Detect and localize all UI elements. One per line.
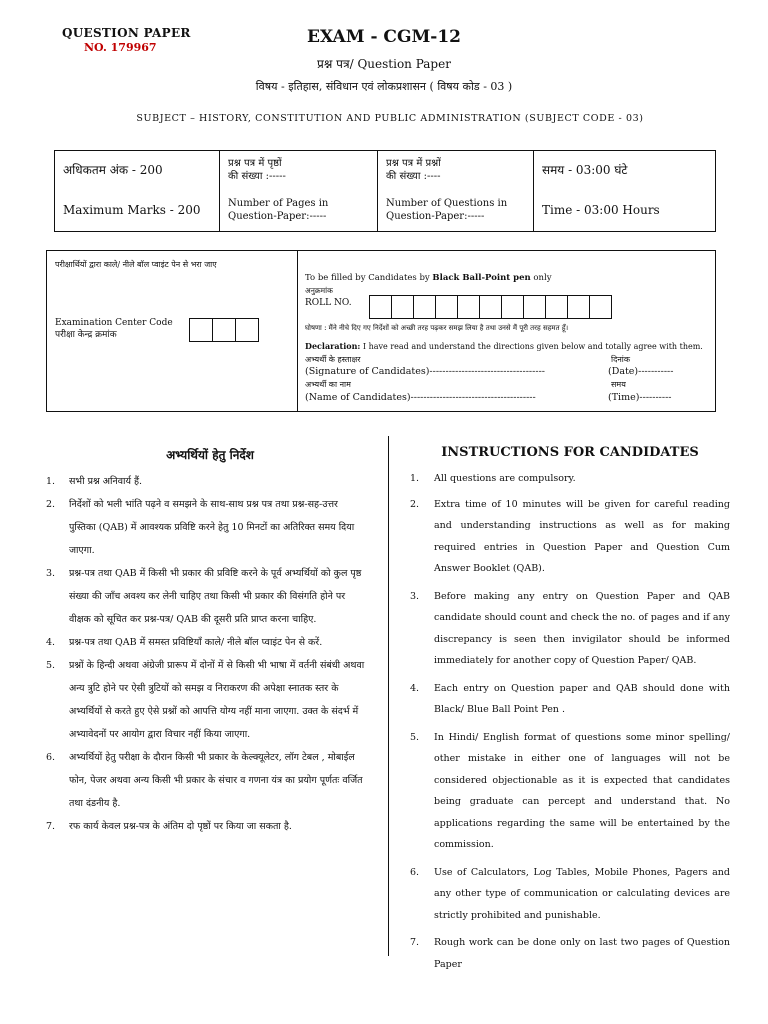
list-item — [46, 654, 366, 746]
instructions-column-divider — [388, 436, 389, 956]
item-text: अभ्यर्थियों हेतु परीक्षा के दौरान किसी भी प्रकार के केल्क्यूलेटर, लॉग टेबल , मोबाईल फोन, पेजर अथवा अन्य किसी भी प्रकार के संचार व गणना यंत्र का प्रयोग पूर्णतः वर्जित तथा दंडनीय है. — [69, 752, 363, 809]
roll-digit-box[interactable] — [458, 296, 480, 318]
center-code-box[interactable] — [190, 319, 213, 341]
exam-center-code-hindi: परीक्षा केन्द्र क्रमांक — [55, 330, 117, 340]
item-number: 2. — [410, 498, 420, 510]
item-number: 7. — [410, 937, 420, 948]
declaration-hindi: घोषणा : मैंने नीचे दिए गए निर्देशों को अच्छी तरह पढ़कर समझ लिया है तथा उनसे मैं पूरी तरह सहमत हूँ। — [305, 324, 569, 332]
declaration-english — [305, 341, 703, 351]
questions-count-hindi-line1: प्रश्न पत्र में प्रश्नों — [386, 158, 441, 169]
roll-digit-box[interactable] — [392, 296, 414, 318]
questions-count-hindi — [386, 157, 441, 183]
time-field[interactable]: (Time)---------- — [608, 392, 672, 403]
list-item — [410, 862, 730, 927]
exam-center-code-label — [55, 317, 173, 341]
item-text: रफ कार्य केवल प्रश्न-पत्र के अंतिम दो पृष्ठों पर किया जा सकता है. — [69, 821, 292, 832]
item-text: सभी प्रश्न अनिवार्य हैं. — [69, 476, 143, 487]
pages-count-english-line1: Number of Pages in — [228, 198, 329, 209]
date-field[interactable]: (Date)----------- — [608, 366, 674, 377]
list-item — [410, 932, 730, 975]
signature-label-hindi: अभ्यर्थी के हस्ताक्षर — [305, 355, 361, 364]
roll-digit-box[interactable] — [414, 296, 436, 318]
instructions-title-hindi: अभ्यर्थियों हेतु निर्देश — [166, 448, 254, 462]
declaration-text: I have read and understand the directions given below and totally agree with them. — [360, 342, 703, 351]
instructions-list-english — [410, 468, 730, 981]
item-number: 3. — [410, 590, 420, 602]
pages-count-english — [228, 197, 328, 223]
item-text: निर्देशों को भली भांति पढ़ने व समझने के साथ-साथ प्रश्न पत्र तथा प्रश्न-सह-उत्तर पुस्तिका (QAB) में आवश्यक प्रविष्टि करने हेतु 10 मिनटों का अतिरिक्त समय दिया जाएगा. — [69, 499, 355, 556]
fill-note-english — [305, 273, 552, 283]
exam-title: EXAM - CGM-12 — [306, 27, 462, 47]
questions-count-english-line1: Number of Questions in — [386, 198, 508, 209]
roll-digit-box[interactable] — [568, 296, 590, 318]
list-item — [46, 815, 366, 838]
roll-digit-box[interactable] — [480, 296, 502, 318]
item-text: Use of Calculators, Log Tables, Mobile Phones, Pagers and any other type of communication or calculating devices are strictly prohibited and punishable. — [434, 866, 730, 921]
item-number: 4. — [410, 682, 420, 694]
time-hindi: समय - 03:00 घंटे — [542, 163, 628, 177]
list-item — [46, 562, 366, 631]
item-text: Before making any entry on Question Paper and QAB candidate should count and check the no. of pages and if any discrepancy is seen then invigilator should be informed immediately for another copy of Question Paper/ QAB. — [434, 590, 730, 666]
item-number: 5. — [410, 731, 420, 743]
paper-subtitle: प्रश्न पत्र/ Question Paper — [317, 57, 451, 71]
list-item — [410, 586, 730, 672]
candidate-details-box — [46, 250, 716, 412]
pages-count-hindi-line2: की संख्या :----- — [228, 171, 286, 182]
fill-note-hindi: परीक्षार्थियों द्वारा काले/ नीले बॉल प्वाइंट पेन से भरा जाए — [55, 260, 217, 269]
list-item — [46, 493, 366, 562]
questions-count-cell — [378, 151, 534, 231]
item-text: In Hindi/ English format of questions some minor spelling/ other mistake in either one of languages will not be considered objectionable as it is expected that candidates being graduate can percept and understand that. No applications regarding the same will be entertained by the commission. — [434, 731, 730, 850]
exam-center-code-english: Examination Center Code — [55, 318, 173, 328]
list-item — [410, 468, 730, 490]
list-item — [46, 746, 366, 815]
roll-number-boxes[interactable] — [369, 295, 612, 319]
pages-count-cell — [220, 151, 378, 231]
item-text: Extra time of 10 minutes will be given for careful reading and understanding instructions as well as for making required entries in Question Paper and Question Cum Answer Booklet (QAB). — [434, 498, 730, 574]
name-label-hindi: अभ्यर्थी का नाम — [305, 380, 351, 389]
list-item — [46, 631, 366, 654]
signature-field[interactable]: (Signature of Candidates)------------------------------------ — [305, 366, 545, 377]
subject-hindi: विषय - इतिहास, संविधान एवं लोकप्रशासन ( विषय कोड - 03 ) — [255, 80, 513, 93]
fill-note-suffix: only — [530, 273, 552, 283]
roll-digit-box[interactable] — [590, 296, 611, 318]
pages-count-english-line2: Question-Paper:----- — [228, 211, 327, 222]
pages-count-hindi-line1: प्रश्न पत्र में पृष्ठों — [228, 158, 282, 169]
roll-digit-box[interactable] — [436, 296, 458, 318]
roll-digit-box[interactable] — [546, 296, 568, 318]
item-text: Rough work can be done only on last two pages of Question Paper — [434, 937, 730, 970]
fill-note-prefix: To be filled by Candidates by — [305, 273, 433, 283]
item-number: 7. — [46, 821, 56, 832]
questions-count-english — [386, 197, 507, 223]
item-number: 6. — [46, 752, 56, 763]
time-english: Time - 03:00 Hours — [542, 203, 660, 217]
item-number: 4. — [46, 637, 56, 648]
item-text: Each entry on Question paper and QAB should done with Black/ Blue Ball Point Pen . — [434, 682, 730, 715]
item-text: प्रश्न-पत्र तथा QAB में किसी भी प्रकार की प्रविष्टि करने के पूर्व अभ्यर्थियों को कुल पृष्ठ संख्या की जाँच अवश्य कर लेनी चाहिए तथा किसी भी प्रकार की विसंगति होने पर वीक्षक को सूचित कर प्रश्न-पत्र/ QAB की दूसरी प्रति प्राप्त करना चाहिए. — [69, 568, 362, 625]
list-item — [410, 678, 730, 721]
name-field[interactable]: (Name of Candidates)--------------------------------------- — [305, 392, 536, 403]
item-number: 1. — [46, 476, 56, 487]
marks-table — [54, 150, 716, 232]
instructions-list-hindi — [46, 470, 366, 838]
time-cell — [534, 151, 715, 231]
question-paper-label: QUESTION PAPER — [62, 26, 191, 40]
declaration-label: Declaration: — [305, 341, 361, 351]
questions-count-hindi-line2: की संख्या :---- — [386, 171, 441, 182]
time-label-hindi: समय — [611, 380, 626, 389]
item-number: 3. — [46, 568, 56, 579]
item-number: 2. — [46, 499, 56, 510]
candidate-box-divider — [297, 251, 298, 411]
item-text: प्रश्नों के हिन्दी अथवा अंग्रेजी प्रारूप में दोनों में से किसी भी भाषा में वर्तनी संबंधी अथवा अन्य त्रुटि होने पर ऐसी त्रुटियों को समझ व निराकरण की अपेक्षा स्नातक स्तर के अभ्यर्थियों से करते हुए ऐसे प्रश्नों को आपत्ति योग्य नहीं माना जाएगा. उक्त के संदर्भ में अभ्यावेदनों पर आयोग द्वारा विचार नहीं किया जाएगा. — [69, 660, 365, 740]
questions-count-english-line2: Question-Paper:----- — [386, 211, 485, 222]
list-item — [410, 494, 730, 580]
list-item — [46, 470, 366, 493]
subject-english: SUBJECT – HISTORY, CONSTITUTION AND PUBLIC ADMINISTRATION (SUBJECT CODE - 03) — [136, 113, 644, 124]
max-marks-english: Maximum Marks - 200 — [63, 203, 201, 217]
question-paper-number: NO. 179967 — [84, 41, 157, 54]
item-number: 1. — [410, 473, 420, 484]
pages-count-hindi — [228, 157, 286, 183]
roll-digit-box[interactable] — [502, 296, 524, 318]
max-marks-hindi: अधिकतम अंक - 200 — [63, 163, 163, 177]
exam-center-code-boxes[interactable] — [189, 318, 259, 342]
instructions-title-english: INSTRUCTIONS FOR CANDIDATES — [441, 445, 699, 460]
roll-number-label: ROLL NO. — [305, 298, 352, 308]
roll-number-label-hindi: अनुक्रमांक — [305, 286, 333, 295]
date-label-hindi: दिनांक — [611, 355, 630, 364]
item-text: All questions are compulsory. — [434, 473, 576, 484]
item-text: प्रश्न-पत्र तथा QAB में समस्त प्रविष्टियाँ काले/ नीले बॉल प्वाइंट पेन से करें. — [69, 637, 323, 648]
item-number: 5. — [46, 660, 56, 671]
item-number: 6. — [410, 866, 420, 878]
max-marks-cell — [55, 151, 220, 231]
fill-note-pen-type: Black Ball-Point pen — [432, 273, 531, 283]
roll-digit-box[interactable] — [370, 296, 392, 318]
center-code-box[interactable] — [213, 319, 236, 341]
list-item — [410, 727, 730, 856]
roll-digit-box[interactable] — [524, 296, 546, 318]
center-code-box[interactable] — [236, 319, 258, 341]
